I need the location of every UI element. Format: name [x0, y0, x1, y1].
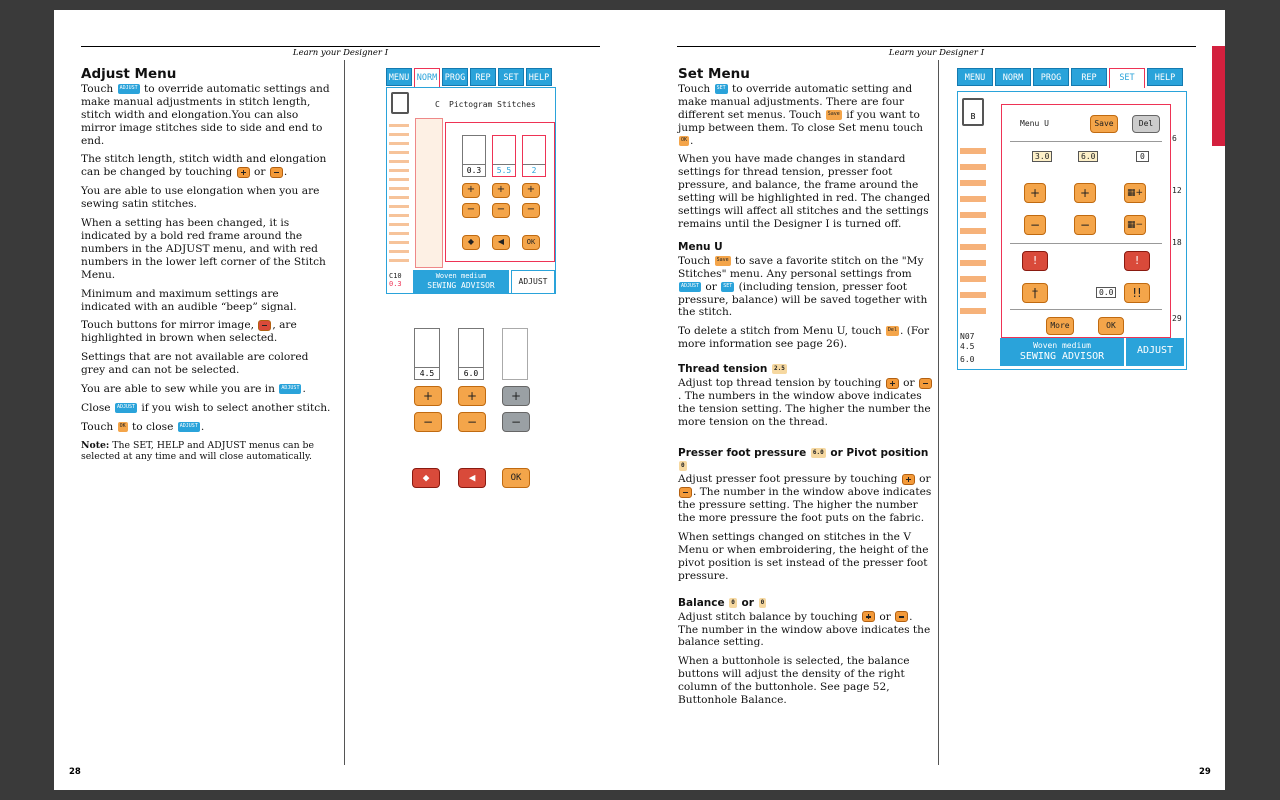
set-menu-screen	[957, 68, 1187, 370]
adjust-closeup	[412, 328, 542, 484]
adjust-paragraph: When a setting has been changed, it is indicated by a bold red frame around the numbers in the ADJUST menu, and with red numbers in the lower left corner of the Stitch Menu.	[81, 217, 326, 281]
plus-button-icon	[902, 474, 915, 485]
tension-minus-button[interactable]: −	[1024, 215, 1046, 235]
del-button-icon: Del	[886, 326, 899, 336]
mirror-side-to-side-button[interactable]: ◀	[492, 235, 510, 250]
width-value: 5.5	[493, 164, 515, 176]
minus-button-icon	[679, 487, 692, 498]
presser-foot-icon: B	[962, 98, 984, 126]
adjust-paragraph: Touch buttons for mirror image, , are highlighted in brown when selected.	[81, 319, 297, 345]
closeup-elongation-plus: +	[502, 386, 530, 406]
pressure-minus-button[interactable]: −	[1074, 215, 1096, 235]
presser-foot-badge-icon: 6.0	[812, 448, 824, 456]
adjust-paragraph: Settings that are not available are colored grey and can not be selected.	[81, 351, 309, 377]
ok-button[interactable]: OK	[522, 235, 540, 250]
left-page	[54, 10, 639, 790]
side-number-1: 6	[1172, 134, 1177, 143]
ok-button-icon: OK	[118, 422, 128, 432]
adjust-paragraph: The stitch length, stitch width and elongation can be changed by touching or .	[81, 153, 327, 179]
tension-plus-button[interactable]: +	[1024, 183, 1046, 203]
length-window	[462, 135, 486, 177]
stitch-grid-column	[415, 118, 443, 268]
set-menu-text	[678, 68, 934, 713]
stitch-code: C10	[389, 272, 402, 280]
delete-button[interactable]: Del	[1132, 115, 1160, 133]
advisor-title: SEWING ADVISOR	[1019, 351, 1105, 362]
width-plus-button[interactable]: +	[492, 183, 510, 198]
adjust-button-icon: ADJUST	[118, 84, 140, 94]
right-page-number: 29	[1199, 767, 1211, 777]
needle-stop-button[interactable]: !	[1022, 251, 1048, 271]
tab-set[interactable]: SET	[1109, 68, 1145, 88]
tab-menu[interactable]: MENU	[957, 68, 993, 86]
sewing-advisor-box[interactable]	[413, 270, 509, 294]
length-value: 0.3	[463, 164, 485, 176]
tab-norm[interactable]: NORM	[414, 68, 440, 88]
stitch-value-width: 6.0	[960, 355, 975, 364]
width-minus-button[interactable]: −	[492, 203, 510, 218]
set-menu-panel	[1001, 104, 1171, 338]
adjust-button-icon: ADJUST	[279, 384, 301, 394]
adjust-button-icon: ADJUST	[115, 403, 137, 413]
adjust-paragraph: Touch ADJUST to override automatic settings and make manual adjustments in stitch length, stitch width and elongation.You can also mirror image stitches side to side and end to end.	[81, 82, 330, 147]
plus-button-icon	[862, 611, 875, 622]
thread-tension-text: Adjust top thread tension by touching or . The numbers in the window above indicates the tension setting. The higher the number the more tension on the thread.	[678, 377, 931, 428]
minus-button-icon	[270, 167, 283, 178]
thread-tension-label: Thread tension	[678, 363, 768, 376]
balance-heading	[678, 597, 934, 610]
tab-help[interactable]: HELP	[1147, 68, 1183, 86]
set-intro: Touch SET to override automatic setting and make manual adjustments. There are four different set menus. Touch Save if you want to jump between them. To close Set menu touch OK .	[678, 82, 923, 147]
pressure-value-window: 6.0	[1078, 151, 1098, 162]
tab-prog[interactable]: PROG	[442, 68, 468, 86]
stitch-code-value: 0.3	[389, 280, 402, 288]
ok-button[interactable]: OK	[1098, 317, 1124, 335]
balance-value-window: 0	[1136, 151, 1149, 162]
tab-rep[interactable]: REP	[470, 68, 496, 86]
menu-u-heading: Menu U	[678, 240, 723, 253]
chapter-tab-marker	[1212, 46, 1225, 146]
panel-divider	[1010, 141, 1162, 142]
menu-u-text-2: To delete a stitch from Menu U, touch Del . (For more information see page 26).	[678, 325, 930, 351]
balance-label: Balance	[678, 596, 725, 609]
stitch-code: N07	[960, 332, 975, 341]
panel-divider-3	[1010, 309, 1162, 310]
presser-label: Presser foot pressure	[678, 446, 807, 459]
pivot-badge-icon: 0	[681, 461, 685, 469]
left-page-number: 28	[69, 767, 81, 777]
plus-button-icon	[886, 378, 899, 389]
tab-menu[interactable]: MENU	[386, 68, 412, 86]
tab-norm[interactable]: NORM	[995, 68, 1031, 86]
menu-u-text: Touch Save to save a favorite stitch on the "My Stitches" menu. Any personal settings from ADJUST or SET (including tension, presser foot pressure, balance) will be saved together with the stitch.	[678, 254, 928, 319]
advisor-fabric: Woven medium	[435, 272, 487, 280]
stitch-preview-strip	[389, 118, 409, 268]
adjust-menu-title: Adjust Menu	[81, 66, 177, 82]
sewing-advisor-box[interactable]	[1000, 338, 1124, 366]
pivot-value-window: 0.0	[1096, 287, 1116, 298]
right-page	[639, 10, 1225, 790]
adjust-button-icon: ADJUST	[178, 422, 200, 432]
adjust-paragraph: Minimum and maximum settings are indicated with an audible “beep” signal.	[81, 287, 297, 313]
presser-or: or	[826, 446, 847, 459]
closeup-elongation-minus: −	[502, 412, 530, 432]
tab-set[interactable]: SET	[498, 68, 524, 86]
length-plus-button[interactable]: +	[462, 183, 480, 198]
note-label: Note:	[81, 439, 110, 451]
tension-badge-icon: 2.5	[774, 365, 785, 373]
save-button-icon: Save	[715, 256, 731, 266]
set-intro-2: When you have made changes in standard settings for thread tension, presser foot pressure, and balance, the frame around the setting will be highlighted in red. The changed settings will affect all stitches and the settings remains until the Designer I is turned off.	[678, 153, 931, 230]
closeup-width-window	[458, 328, 484, 380]
balance-badge-icon: 0	[731, 598, 735, 606]
left-column-divider	[344, 60, 345, 765]
needle-position-button[interactable]: †	[1022, 283, 1048, 303]
adjust-button[interactable]: ADJUST	[511, 270, 555, 294]
elongation-value: 2	[523, 164, 545, 176]
presser-foot-icon	[391, 92, 409, 114]
adjust-button[interactable]: ADJUST	[1126, 338, 1184, 366]
balance-or: or	[741, 596, 754, 609]
thread-tension-heading	[678, 363, 934, 376]
adjust-button-icon: ADJUST	[679, 282, 701, 292]
closeup-width-minus[interactable]: −	[458, 412, 486, 432]
closeup-width-value: 6.0	[459, 367, 483, 379]
closeup-ok-button[interactable]: OK	[502, 468, 530, 488]
manual-spread	[54, 10, 1225, 790]
mirror-end-to-end-button[interactable]: ◆	[462, 235, 480, 250]
tab-rep[interactable]: REP	[1071, 68, 1107, 86]
adjust-paragraph: You are able to sew while you are in ADJUST .	[81, 383, 306, 396]
left-running-header: Learn your Designer I	[81, 46, 600, 58]
panel-divider-2	[1010, 243, 1162, 244]
tension-value-window: 3.0	[1032, 151, 1052, 162]
adjust-menu-paragraphs	[81, 83, 331, 434]
presser-heading	[678, 447, 934, 473]
category-letter: C	[435, 100, 440, 109]
presser-text-2: When settings changed on stitches in the V Menu or when embroidering, the height of the pivot position is set instead of the presser foot pressure.	[678, 531, 929, 582]
right-column-divider	[938, 60, 939, 765]
elongation-minus-button[interactable]: −	[522, 203, 540, 218]
advisor-fabric: Woven medium	[1033, 341, 1091, 350]
tab-help[interactable]: HELP	[526, 68, 552, 86]
right-running-header: Learn your Designer I	[677, 46, 1196, 58]
adjust-note	[81, 440, 331, 463]
stitch-menu-panel	[386, 87, 556, 294]
adjust-paragraph: Touch OK to close ADJUST .	[81, 420, 205, 433]
width-window	[492, 135, 516, 177]
pressure-plus-button[interactable]: +	[1074, 183, 1096, 203]
stitch-menu-tabs	[386, 68, 554, 88]
side-number-4: 29	[1172, 314, 1182, 323]
closeup-length-window	[414, 328, 440, 380]
balance-plus-button[interactable]: ▦+	[1124, 183, 1146, 203]
adjust-paragraph: Close ADJUST if you wish to select another stitch.	[81, 401, 331, 414]
stitch-value-length: 4.5	[960, 342, 975, 351]
closeup-mirror-end-button[interactable]: ◆	[412, 468, 440, 488]
stitch-menu-screen	[386, 68, 556, 294]
minus-button-icon	[919, 378, 932, 389]
closeup-width-plus[interactable]: +	[458, 386, 486, 406]
side-number-3: 18	[1172, 238, 1182, 247]
length-minus-button[interactable]: −	[462, 203, 480, 218]
closeup-length-minus[interactable]: −	[414, 412, 442, 432]
twin-needle-button[interactable]: !!	[1124, 283, 1150, 303]
balance-minus-button[interactable]: ▦−	[1124, 215, 1146, 235]
more-button[interactable]: More	[1046, 317, 1074, 335]
side-number-2: 12	[1172, 186, 1182, 195]
stitch-preview-strip	[960, 138, 986, 318]
elongation-plus-button[interactable]: +	[522, 183, 540, 198]
ok-button-icon: OK	[679, 136, 689, 146]
needle-stop-up-button[interactable]: !	[1124, 251, 1150, 271]
save-button-icon: Save	[826, 110, 842, 120]
elongation-window	[522, 135, 546, 177]
save-button[interactable]: Save	[1090, 115, 1118, 133]
closeup-elongation-window	[502, 328, 528, 380]
advisor-title: SEWING ADVISOR	[427, 281, 495, 290]
adjust-menu-text	[81, 68, 331, 469]
adjust-overlay	[445, 122, 555, 262]
pivot-label: Pivot position	[846, 446, 929, 459]
balance-text-2: When a buttonhole is selected, the balance buttons will adjust the density of the right column of the buttonhole. See page 52, Buttonhole Balance.	[678, 655, 910, 707]
minus-button-icon	[895, 611, 908, 622]
set-menu-tabs	[957, 68, 1185, 88]
presser-text: Adjust presser foot pressure by touching or . The number in the window above indicates the pressure setting. The higher the number the more pressure the foot puts on the fabric.	[678, 473, 932, 525]
set-menu-title: Set Menu	[678, 66, 750, 82]
balance-text: Adjust stitch balance by touching or . The number in the window above indicates the balance setting.	[678, 610, 931, 649]
note-text: The SET, HELP and ADJUST menus can be selected at any time and will close automatically.	[81, 439, 314, 463]
category-title: Pictogram Stitches	[449, 100, 536, 109]
closeup-length-plus[interactable]: +	[414, 386, 442, 406]
set-button-icon: SET	[721, 282, 734, 292]
menu-u-label: Menu U	[1020, 119, 1049, 128]
mirror-button-icon	[258, 320, 271, 331]
closeup-mirror-side-button[interactable]: ◀	[458, 468, 486, 488]
tab-prog[interactable]: PROG	[1033, 68, 1069, 86]
plus-button-icon	[237, 167, 250, 178]
adjust-paragraph: You are able to use elongation when you are sewing satin stitches.	[81, 185, 320, 211]
balance-badge-icon-2: 0	[760, 598, 765, 606]
set-button-icon: SET	[715, 84, 728, 94]
closeup-length-value: 4.5	[415, 367, 439, 379]
